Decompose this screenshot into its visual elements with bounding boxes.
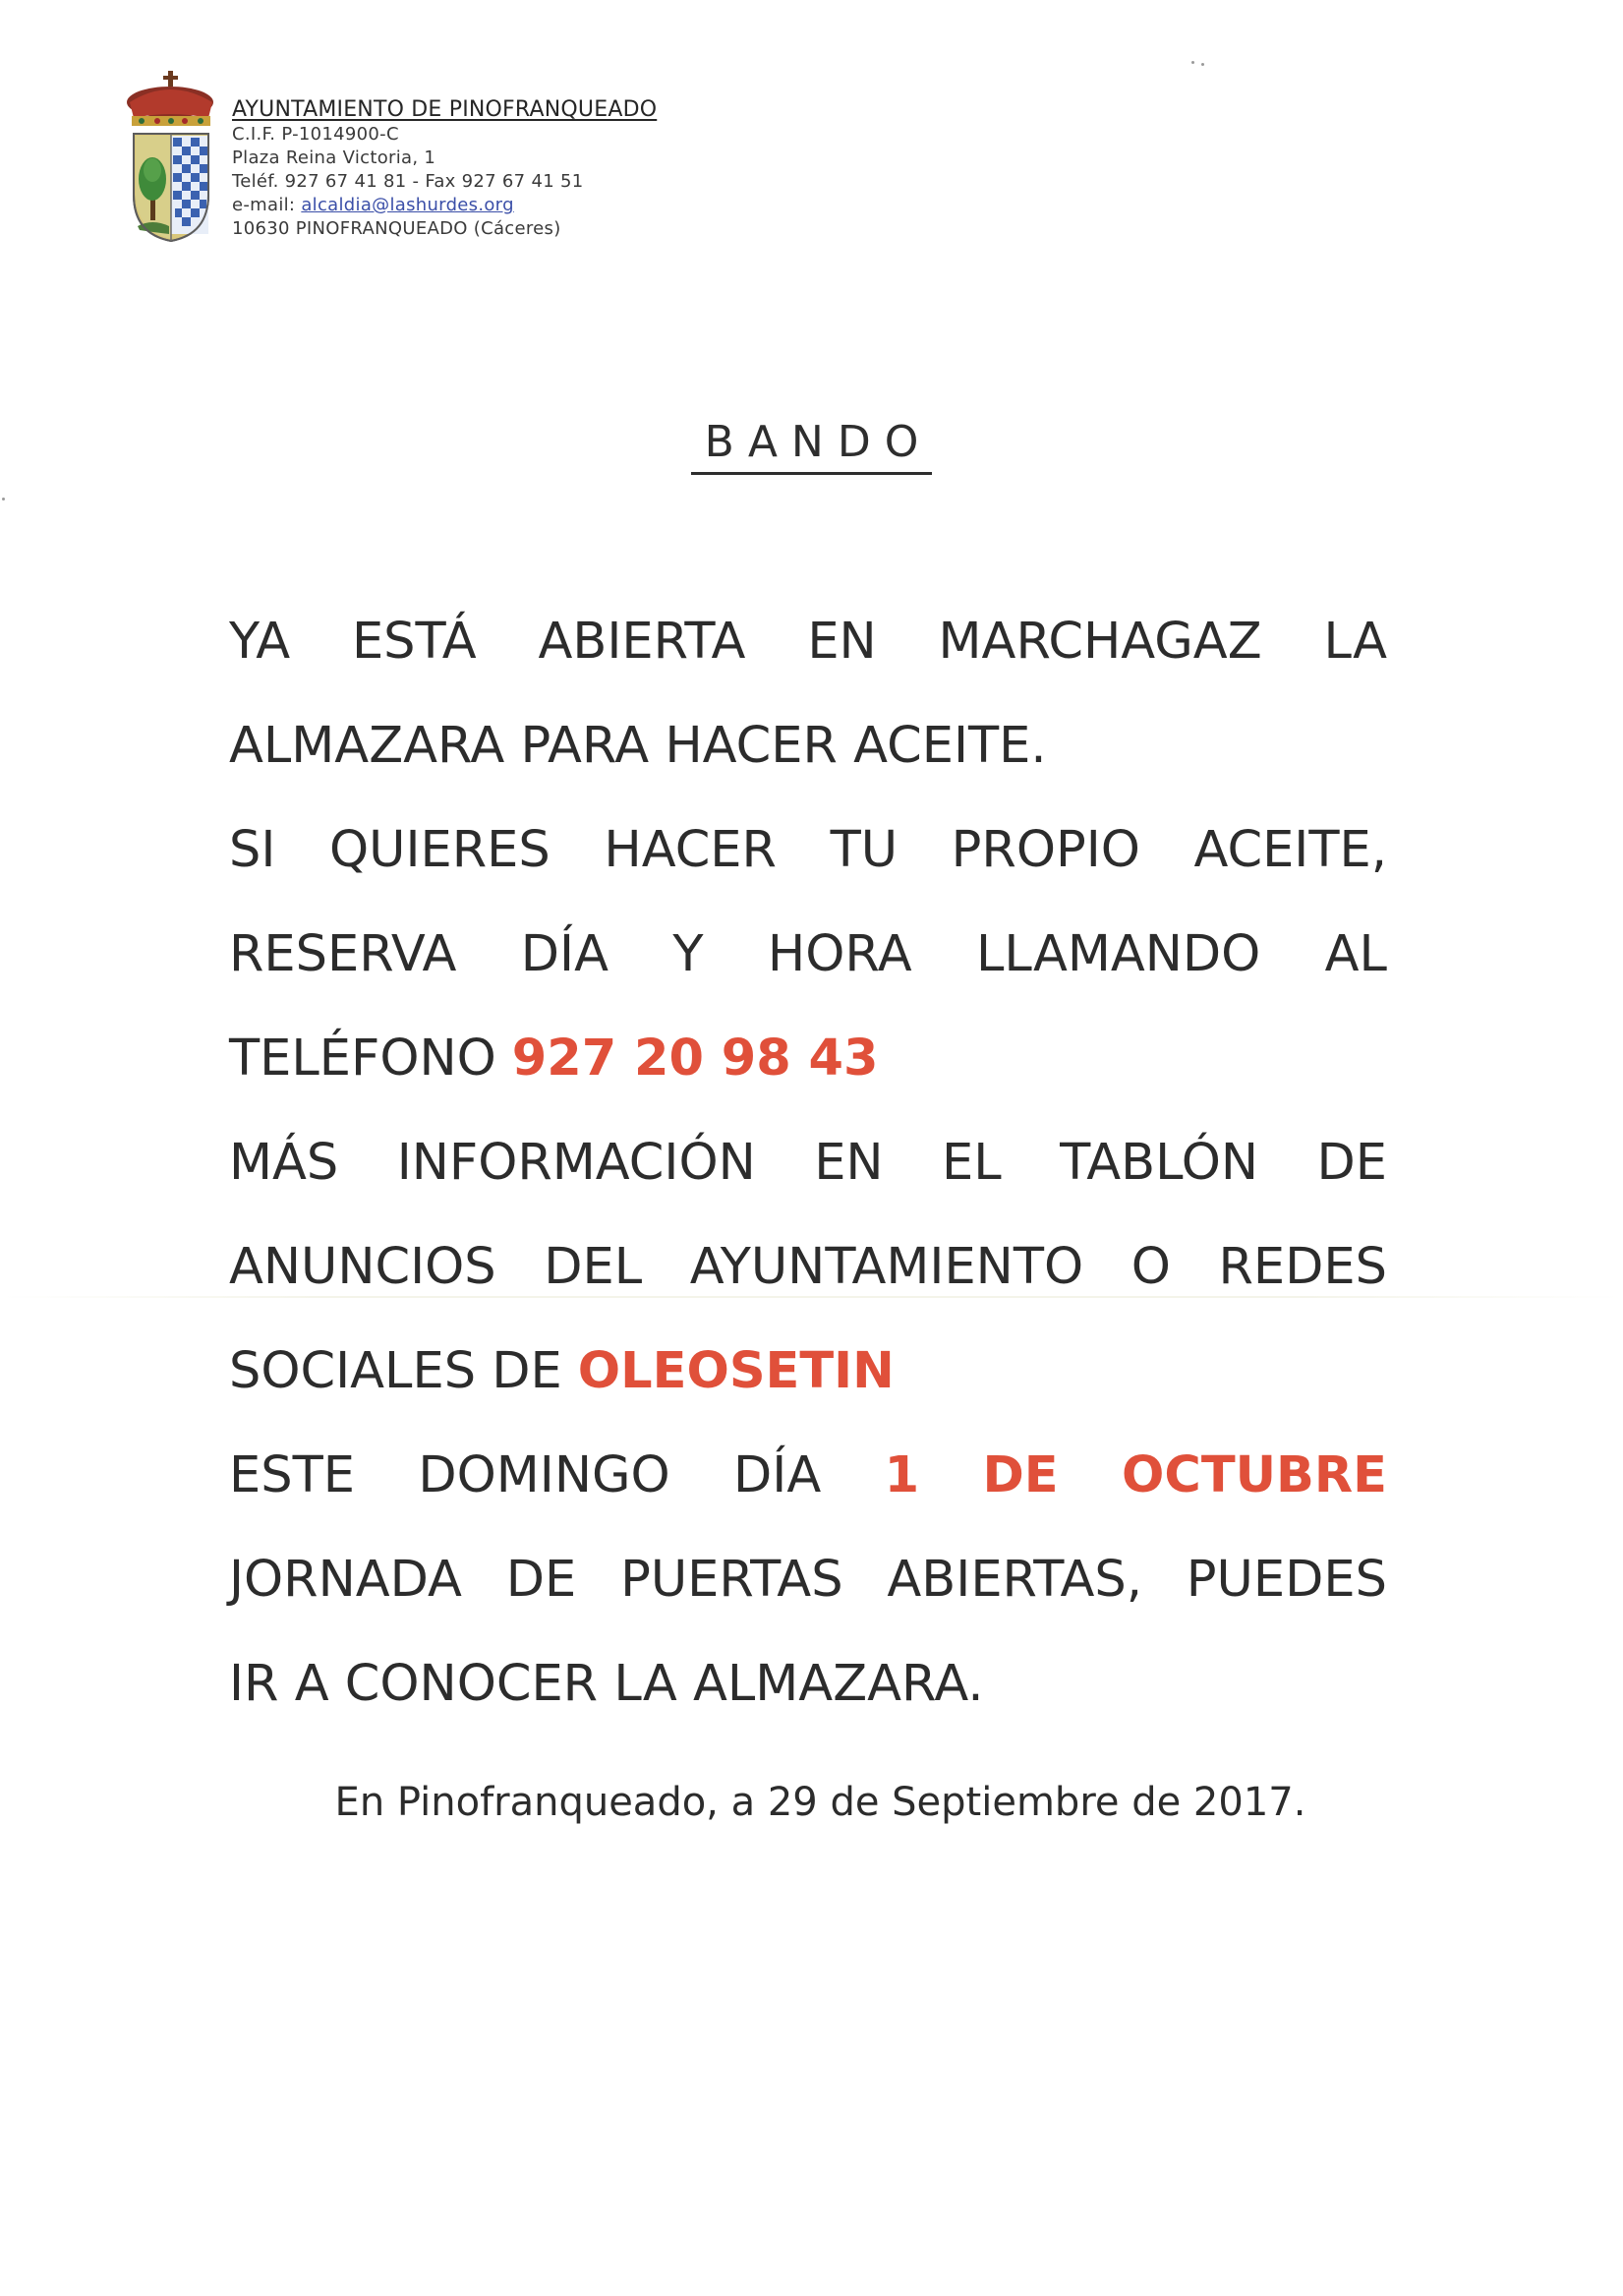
word: MÁS bbox=[229, 1134, 339, 1192]
email-link[interactable]: alcaldia@lashurdes.org bbox=[301, 195, 514, 215]
email-line bbox=[232, 194, 657, 217]
line-text: IR A CONOCER LA ALMAZARA. bbox=[229, 1655, 984, 1713]
word: EN bbox=[814, 1134, 884, 1192]
word: TU bbox=[830, 821, 898, 879]
word: EN bbox=[807, 613, 877, 671]
word: DÍA bbox=[733, 1446, 822, 1504]
body-line-3 bbox=[229, 798, 1387, 903]
word: TABLÓN bbox=[1060, 1134, 1259, 1192]
phone-label: TELÉFONO bbox=[229, 1030, 496, 1088]
document-title-text: BANDO bbox=[691, 417, 933, 475]
word: DE bbox=[505, 1551, 577, 1609]
word: MARCHAGAZ bbox=[938, 613, 1262, 671]
body-line-11 bbox=[229, 1632, 1387, 1737]
cif-line: C.I.F. P-1014900-C bbox=[232, 124, 399, 145]
word: PUEDES bbox=[1186, 1551, 1387, 1609]
city-line: 10630 PINOFRANQUEADO (Cáceres) bbox=[232, 218, 561, 239]
body-line-8 bbox=[229, 1320, 1387, 1424]
municipality-name: AYUNTAMIENTO DE PINOFRANQUEADO bbox=[232, 97, 658, 122]
scan-speck bbox=[1201, 63, 1204, 66]
word: REDES bbox=[1218, 1238, 1387, 1296]
body-line-10 bbox=[229, 1528, 1387, 1632]
word: ANUNCIOS bbox=[229, 1238, 496, 1296]
word: ESTÁ bbox=[351, 613, 477, 671]
body-line-6 bbox=[229, 1111, 1387, 1215]
notice-body bbox=[229, 590, 1387, 1737]
document-title bbox=[0, 417, 1623, 475]
word: HORA bbox=[767, 925, 912, 983]
body-line-2 bbox=[229, 694, 1387, 798]
word: DE bbox=[1316, 1134, 1387, 1192]
body-line-5 bbox=[229, 1007, 1387, 1111]
email-label: e-mail: bbox=[232, 195, 296, 215]
word: HACER bbox=[604, 821, 777, 879]
word: YA bbox=[229, 613, 291, 671]
line-text: ALMAZARA PARA HACER ACEITE. bbox=[229, 717, 1047, 775]
word: LLAMANDO bbox=[975, 925, 1261, 983]
word: ABIERTAS, bbox=[887, 1551, 1142, 1609]
word: PUERTAS bbox=[620, 1551, 843, 1609]
word: ACEITE, bbox=[1193, 821, 1387, 879]
line-text: SOCIALES DE bbox=[229, 1342, 562, 1400]
highlighted-date-day: 1 bbox=[884, 1446, 920, 1504]
word: Y bbox=[672, 925, 704, 983]
word: QUIERES bbox=[329, 821, 551, 879]
word: RESERVA bbox=[229, 925, 457, 983]
word: JORNADA bbox=[229, 1551, 462, 1609]
word: ESTE bbox=[229, 1446, 355, 1504]
letterhead bbox=[232, 97, 657, 241]
scan-speck bbox=[1191, 61, 1194, 64]
word: DÍA bbox=[520, 925, 609, 983]
highlighted-date-word: DE bbox=[982, 1446, 1059, 1504]
word: INFORMACIÓN bbox=[396, 1134, 756, 1192]
word: ABIERTA bbox=[538, 613, 746, 671]
municipal-coat-of-arms-icon bbox=[124, 69, 218, 246]
highlighted-phone-number: 927 20 98 43 bbox=[511, 1030, 879, 1088]
body-line-1 bbox=[229, 590, 1387, 694]
word: PROPIO bbox=[951, 821, 1140, 879]
word: AL bbox=[1324, 925, 1387, 983]
address-line: Plaza Reina Victoria, 1 bbox=[232, 147, 436, 168]
word: EL bbox=[942, 1134, 1002, 1192]
word: SI bbox=[229, 821, 276, 879]
scan-speck bbox=[2, 498, 5, 500]
highlighted-brand-name: OLEOSETIN bbox=[577, 1342, 895, 1400]
word: O bbox=[1130, 1238, 1171, 1296]
word: AYUNTAMIENTO bbox=[689, 1238, 1084, 1296]
highlighted-date-month: OCTUBRE bbox=[1122, 1446, 1387, 1504]
phone-fax-line: Teléf. 927 67 41 81 - Fax 927 67 41 51 bbox=[232, 171, 584, 192]
word: DOMINGO bbox=[418, 1446, 670, 1504]
word: DEL bbox=[544, 1238, 643, 1296]
body-line-7 bbox=[229, 1215, 1387, 1320]
place-and-date: En Pinofranqueado, a 29 de Septiembre de 2017. bbox=[334, 1780, 1306, 1825]
body-line-4 bbox=[229, 903, 1387, 1007]
word: LA bbox=[1323, 613, 1387, 671]
body-line-9 bbox=[229, 1424, 1387, 1528]
